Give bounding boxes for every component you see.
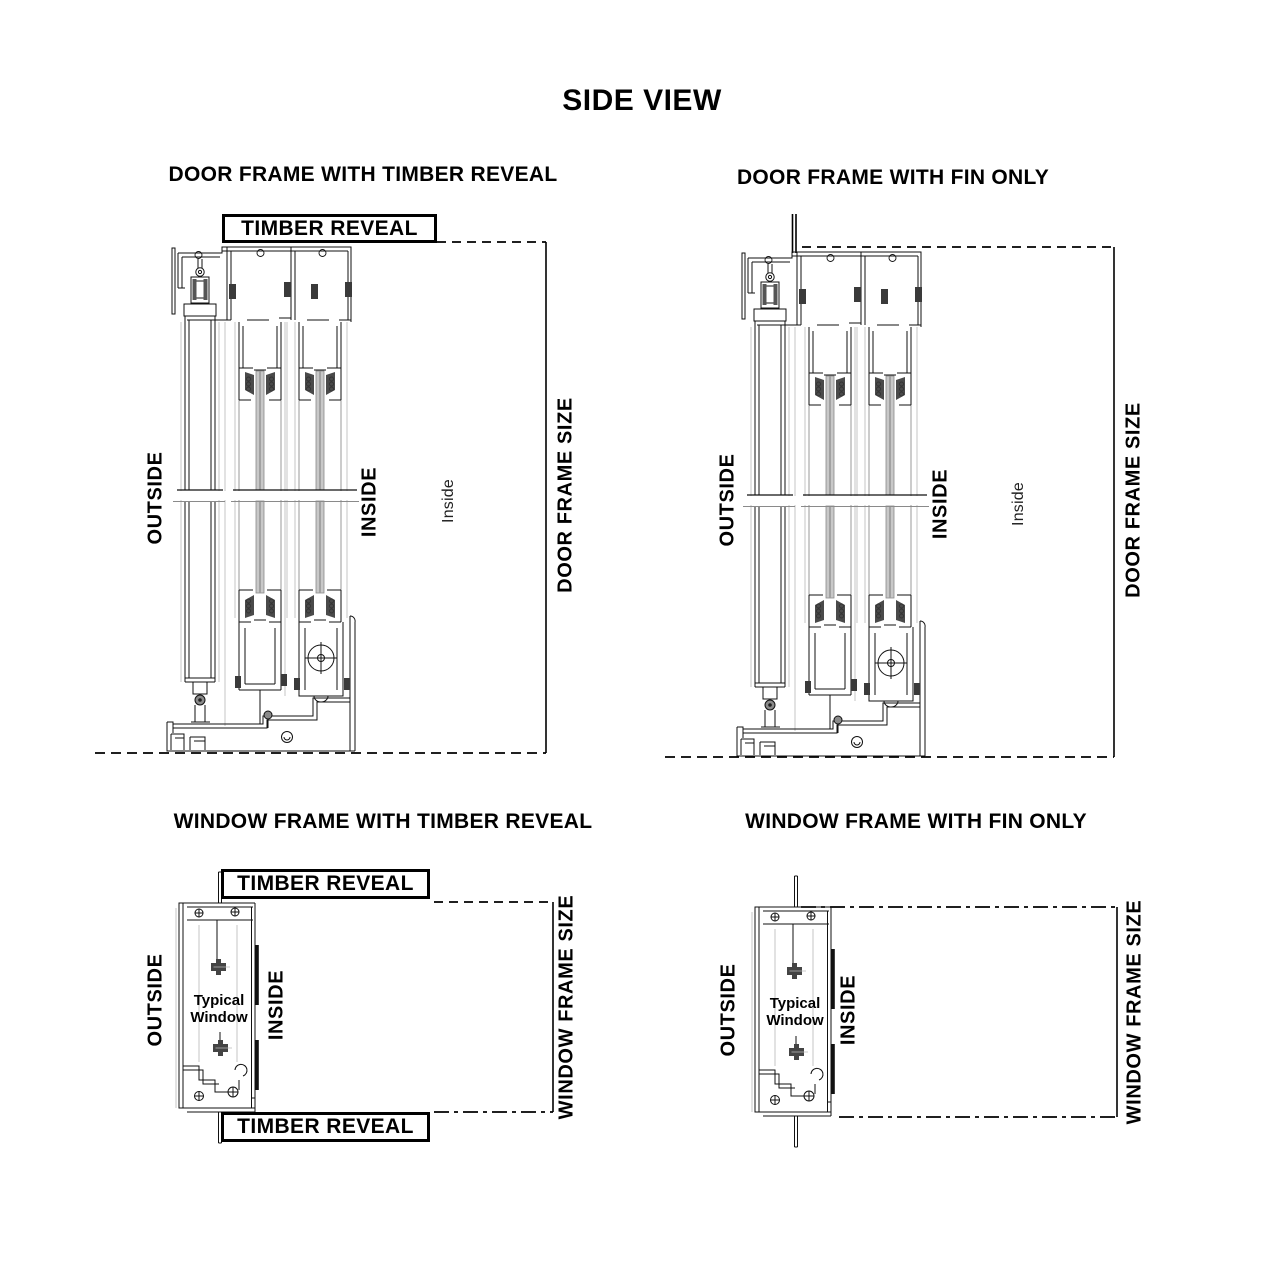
door-timber-reveal-box: TIMBER REVEAL <box>222 214 437 243</box>
door-fin-title: DOOR FRAME WITH FIN ONLY <box>736 166 1050 189</box>
door-fin-inside-label: INSIDE <box>929 468 952 540</box>
page-title: SIDE VIEW <box>562 84 722 117</box>
window-timber-title: WINDOW FRAME WITH TIMBER REVEAL <box>173 810 593 833</box>
door-timber-outside-label: OUTSIDE <box>144 451 167 545</box>
window-timber-typical-window-note: Typical Window <box>190 991 248 1026</box>
door-timber-section-drawing <box>165 238 365 763</box>
window-timber-frame-size-label: WINDOW FRAME SIZE <box>555 894 578 1120</box>
window-timber-outside-label: OUTSIDE <box>144 953 167 1047</box>
window-timber-inside-label: INSIDE <box>265 969 288 1041</box>
door-fin-frame-size-label: DOOR FRAME SIZE <box>1122 402 1145 598</box>
door-fin-section-drawing <box>735 243 935 768</box>
door-timber-frame-size-label: DOOR FRAME SIZE <box>554 397 577 593</box>
window-fin-outside-label: OUTSIDE <box>717 963 740 1057</box>
door-timber-inside-label: INSIDE <box>358 466 381 538</box>
door-fin-outside-label: OUTSIDE <box>716 453 739 547</box>
window-fin-typical-window-note: Typical Window <box>766 994 824 1029</box>
window-timber-reveal-box-top: TIMBER REVEAL <box>221 869 430 899</box>
door-timber-title: DOOR FRAME WITH TIMBER REVEAL <box>168 163 558 186</box>
door-timber-inside-note: Inside <box>440 479 457 523</box>
window-fin-title: WINDOW FRAME WITH FIN ONLY <box>745 810 1087 833</box>
window-fin-frame-size-label: WINDOW FRAME SIZE <box>1123 899 1146 1125</box>
door-fin-inside-note: Inside <box>1010 482 1027 526</box>
window-timber-reveal-box-bottom: TIMBER REVEAL <box>221 1112 430 1142</box>
window-fin-inside-label: INSIDE <box>837 974 860 1046</box>
